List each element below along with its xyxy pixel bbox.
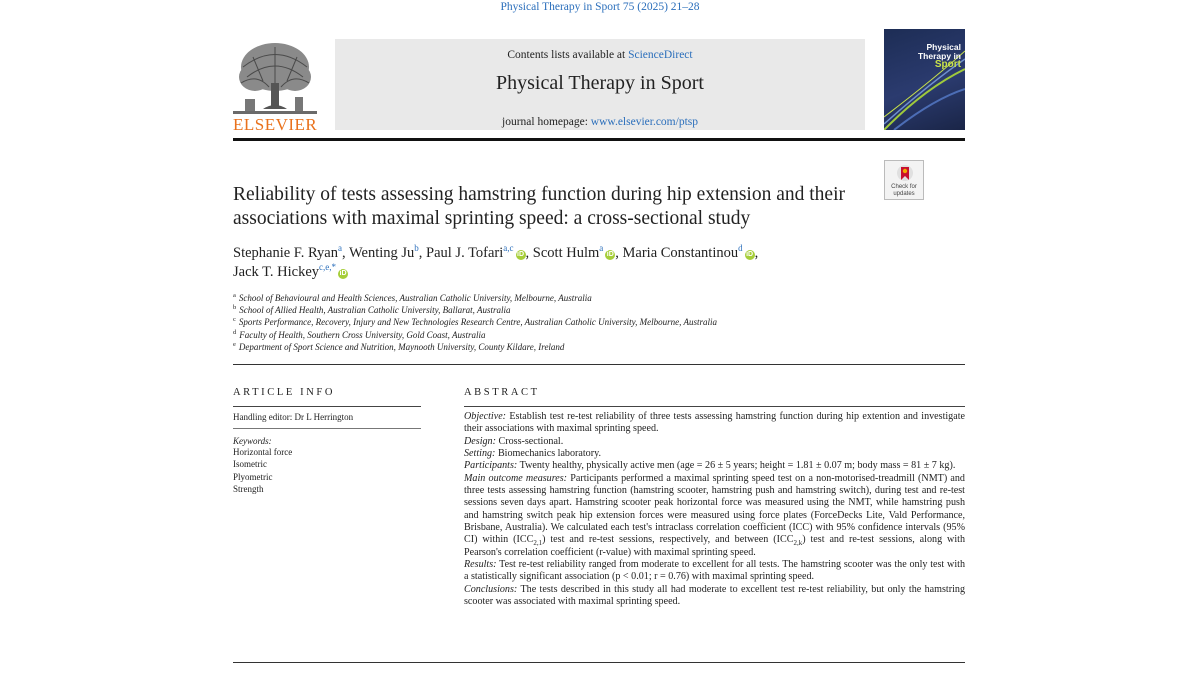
affiliation-item: [233, 329, 965, 341]
orcid-icon[interactable]: iD: [517, 251, 525, 258]
article-info-heading: ARTICLE INFO: [233, 387, 336, 398]
abstract-setting: [464, 448, 965, 460]
conclusions-text: The tests described in this study all had moderate to excellent test re-test reliability, but only the hamstring scooter was associated with maximal sprinting speed.: [464, 583, 965, 608]
design-text: Cross-sectional.: [498, 435, 564, 447]
abstract-outcome: [464, 473, 965, 559]
affiliation-text: Faculty of Health, Southern Cross University, Gold Coast, Australia: [239, 329, 486, 340]
orcid-icon[interactable]: iD: [746, 251, 754, 258]
keyword[interactable]: Plyometric: [233, 471, 273, 482]
journal-cover-image[interactable]: [884, 29, 965, 130]
abstract-column: [464, 387, 965, 609]
objective-text: Establish test re-test reliability of three tests assessing hamstring function during hip extention and investigate their associations with maximal sprinting speed.: [464, 411, 965, 435]
cover-line-physical: Physical: [926, 42, 961, 52]
affiliation-list: [233, 292, 965, 353]
affiliation-sup: a: [233, 292, 236, 299]
abstract-objective: [464, 411, 965, 436]
participants-text: Twenty healthy, physically active men (age = 26 ± 5 years; height = 1.81 ± 0.07 m; body mass = 81 ± 7 kg).: [519, 460, 956, 472]
affiliation-mark[interactable]: d: [738, 243, 743, 254]
article-info-column: [233, 387, 421, 495]
participants-label: Participants:: [464, 460, 518, 472]
elsevier-wordmark: ELSEVIER: [233, 115, 318, 134]
results-label: Results:: [464, 559, 497, 571]
check-updates-label: [885, 184, 923, 197]
author-name[interactable]: Stephanie F. Ryan: [233, 245, 338, 261]
affiliation-text: Department of Sport Science and Nutrition, Maynooth University, County Kildare, Ireland: [238, 341, 565, 352]
setting-label: Setting:: [464, 448, 496, 460]
cover-line-sport: Sport: [934, 59, 961, 70]
objective-label: Objective:: [464, 411, 507, 422]
outcome-text-1: Participants performed a maximal sprinting speed test on a non-motorised-treadmill (NMT) and three tests assessing hamstring function (hamstring scooter, hamstring push and hamstring switch), during test and re-test sessions seven days apart. Hamstring scooter peak horizontal force was measured using the NMT, while hamstring push and hamstring switch peak hip extension forces were measured using force plates (ForceDecks Lite, Vald Performance, Brisbane, Australia). We calculated each test's intraclass correlation coefficient (ICC) with 95% confidence intervals (95% CI) within (ICC: [464, 472, 965, 546]
author-name[interactable]: Paul J. Tofari: [426, 245, 504, 261]
bottom-divider: [233, 662, 965, 663]
icc-subscript-2: 2,k: [793, 539, 803, 548]
cover-line-in: in: [953, 50, 961, 61]
affiliation-sup: c: [233, 316, 236, 324]
author-name[interactable]: Wenting Ju: [348, 245, 415, 261]
author-name[interactable]: Maria Constantinou: [622, 245, 739, 261]
homepage-link[interactable]: www.elsevier.com/ptsp: [590, 116, 698, 128]
check-for-updates-button[interactable]: [884, 160, 924, 200]
homepage-prefix: journal homepage:: [502, 116, 591, 128]
setting-text: Biomechanics laboratory.: [497, 448, 601, 460]
article-info-rule: [233, 406, 421, 407]
contents-line: [335, 49, 865, 61]
keyword[interactable]: Isometric: [233, 459, 267, 470]
outcome-label: Main outcome measures:: [464, 472, 568, 484]
contents-prefix: Contents lists available at: [507, 49, 629, 61]
affiliation-sup: e: [233, 340, 236, 348]
sciencedirect-link[interactable]: ScienceDirect: [628, 49, 693, 61]
bookmark-icon: [894, 164, 916, 186]
check-updates-line1: Check for: [891, 184, 917, 190]
orcid-icon[interactable]: iD: [339, 270, 347, 277]
author-list: Stephanie F. Ryan$^a$, Wenting Ju$^b$, Paul J. Tofari$^{a,c}$iD , Scott Hulm$^a$iD , Maria Constantinou$^d$iD , Jack T. Hickey$^{c,e,*}$iD: [233, 243, 759, 280]
abstract-conclusions: [464, 584, 965, 609]
abstract-rule: [464, 406, 965, 407]
journal-citation[interactable]: Physical Therapy in Sport 75 (2025) 21–28: [500, 1, 700, 13]
affiliation-sup: b: [233, 304, 237, 312]
affiliation-item: [233, 304, 965, 316]
results-text: Test re-test reliability ranged from moderate to excellent for all tests. The hamstring scooter was the only test with a statistically significant association (p < 0.01; r = 0.76) with maximal sprinting speed.: [464, 559, 965, 583]
keyword[interactable]: Strength: [233, 483, 264, 494]
keyword[interactable]: Horizontal force: [233, 447, 293, 457]
cover-line-therapy: Therapy: [917, 50, 952, 61]
header-divider: [233, 138, 965, 141]
outcome-text-2: ) test and re-test sessions, respectively, and between (ICC: [542, 534, 794, 546]
design-label: Design:: [464, 435, 496, 447]
affiliation-mark[interactable]: c,e,*: [319, 262, 337, 273]
journal-header: [233, 29, 965, 141]
homepage-line: [335, 116, 865, 128]
journal-banner: [335, 39, 865, 130]
abstract-results: [464, 559, 965, 584]
abstract-participants: [464, 460, 965, 472]
affiliation-mark[interactable]: a,c: [503, 243, 514, 254]
handling-editor: Handling editor: Dr L Herrington: [233, 412, 354, 422]
section-divider: [233, 364, 965, 365]
keywords-heading: Keywords:: [233, 436, 272, 446]
affiliation-mark[interactable]: a: [337, 243, 342, 254]
affiliation-item: [233, 316, 965, 328]
affiliation-text: Sports Performance, Recovery, Injury and New Technologies Research Centre, Australian Catholic University, Melbourne, Australia: [238, 317, 717, 328]
icc-subscript-1: 2,1: [533, 539, 543, 548]
affiliation-item: [233, 341, 965, 353]
affiliation-mark[interactable]: a: [599, 243, 604, 254]
abstract-heading: ABSTRACT: [464, 387, 540, 398]
article-title: Reliability of tests assessing hamstring function during hip extension and their associations with maximal sprinting speed: a cross-sectional study: [233, 184, 845, 229]
cover-title: [918, 43, 961, 70]
author-name[interactable]: Jack T. Hickey: [233, 264, 320, 280]
journal-title[interactable]: Physical Therapy in Sport: [496, 72, 704, 94]
check-updates-line2: updates: [893, 190, 915, 197]
outcome-text-3: ) test and re-test sessions, along with Pearson's correlation coefficient (r-value) with maximal sprinting speed.: [464, 534, 965, 558]
orcid-icon[interactable]: iD: [606, 251, 614, 258]
affiliation-text: School of Allied Health, Australian Catholic University, Ballarat, Australia: [239, 305, 511, 316]
abstract-body: [464, 411, 965, 609]
affiliation-text: School of Behavioural and Health Sciences, Australian Catholic University, Melbourne, Australia: [238, 293, 592, 303]
affiliation-sup: d: [233, 328, 237, 336]
abstract-design: [464, 436, 965, 448]
keywords-rule: [233, 428, 421, 429]
affiliation-mark[interactable]: b: [414, 243, 419, 254]
conclusions-label: Conclusions:: [464, 583, 518, 595]
author-name[interactable]: Scott Hulm: [532, 245, 600, 261]
affiliation-item: [233, 292, 965, 304]
